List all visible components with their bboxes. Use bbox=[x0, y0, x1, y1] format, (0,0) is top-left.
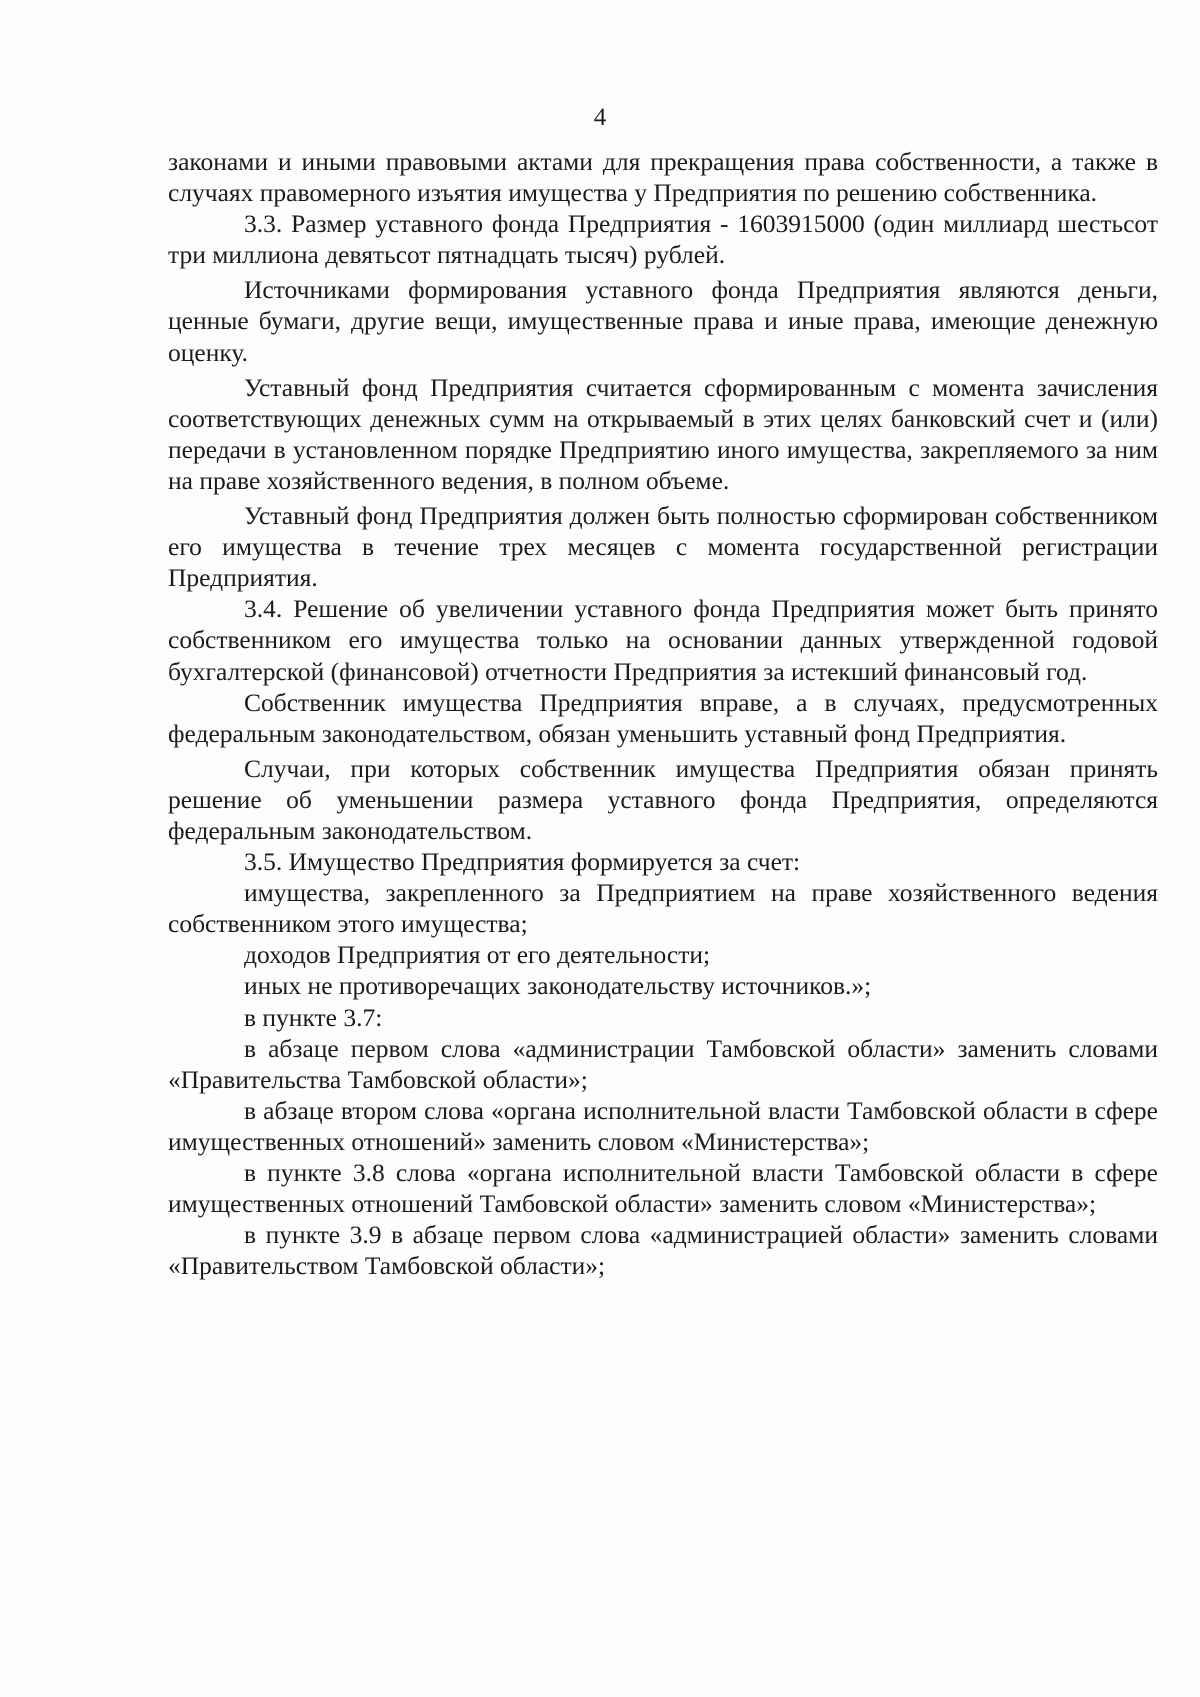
paragraph-3-3: 3.3. Размер уставного фонда Предприятия - 1603915000 (один миллиард шестьсот три миллиона девятьсот пятнадцать тысяч) рублей. bbox=[168, 209, 1158, 270]
list-item-property: имущества, закрепленного за Предприятием на праве хозяйственного ведения собственником этого имущества; bbox=[168, 878, 1158, 939]
paragraph-3-5: 3.5. Имущество Предприятия формируется за счет: bbox=[244, 847, 801, 877]
list-item-income: доходов Предприятия от его деятельности; bbox=[244, 940, 711, 970]
paragraph-fund-deadline: Уставный фонд Предприятия должен быть полностью сформирован собственником его имущества в течение трех месяцев с момента государственной регистрации Предприятия. bbox=[168, 501, 1158, 593]
paragraph-fund-formed: Уставный фонд Предприятия считается сформированным с момента зачисления соответствующих денежных сумм на открываемый в этих целях банковский счет и (или) передачи в установленном порядке Предприятию иного имущества, закрепляемого за ним на праве хозяйственного ведения, в полном объеме. bbox=[168, 372, 1158, 495]
paragraph-3-8: в пункте 3.8 слова «органа исполнительной власти Тамбовской области в сфере имущественных отношений Тамбовской области» заменить словом «Министерства»; bbox=[168, 1158, 1158, 1219]
list-item-other-sources: иных не противоречащих законодательству источников.»; bbox=[244, 971, 872, 1001]
paragraph-reduce-cases: Случаи, при которых собственник имущества Предприятия обязан принять решение об уменьшении размера уставного фонда Предприятия, определяются федеральным законодательством. bbox=[168, 753, 1158, 845]
paragraph-owner-reduce: Собственник имущества Предприятия вправе, а в случаях, предусмотренных федеральным законодательством, обязан уменьшить уставный фонд Предприятия. bbox=[168, 687, 1158, 748]
document-body bbox=[168, 146, 1158, 1281]
paragraph-fund-sources: Источниками формирования уставного фонда Предприятия являются деньги, ценные бумаги, другие вещи, имущественные права и иные права, имеющие денежную оценку. bbox=[168, 275, 1158, 367]
paragraph-3-7-first: в абзаце первом слова «администрации Тамбовской области» заменить словами «Правительства Тамбовской области»; bbox=[168, 1033, 1158, 1094]
paragraph-continuation: законами и иными правовыми актами для прекращения права собственности, а также в случаях правомерного изъятия имущества у Предприятия по решению собственника. bbox=[168, 147, 1158, 208]
paragraph-3-9: в пункте 3.9 в абзаце первом слова «администрацией области» заменить словами «Правительством Тамбовской области»; bbox=[168, 1220, 1158, 1281]
paragraph-3-7: в пункте 3.7: bbox=[244, 1002, 383, 1032]
paragraph-3-4: 3.4. Решение об увеличении уставного фонда Предприятия может быть принято собственником его имущества только на основании данных утвержденной годовой бухгалтерской (финансовой) отчетности Предприятия за истекший финансовый год. bbox=[168, 594, 1158, 686]
page-number: 4 bbox=[593, 104, 607, 131]
paragraph-3-7-second: в абзаце втором слова «органа исполнительной власти Тамбовской области в сфере имущественных отношений» заменить словом «Министерства»; bbox=[168, 1095, 1158, 1156]
